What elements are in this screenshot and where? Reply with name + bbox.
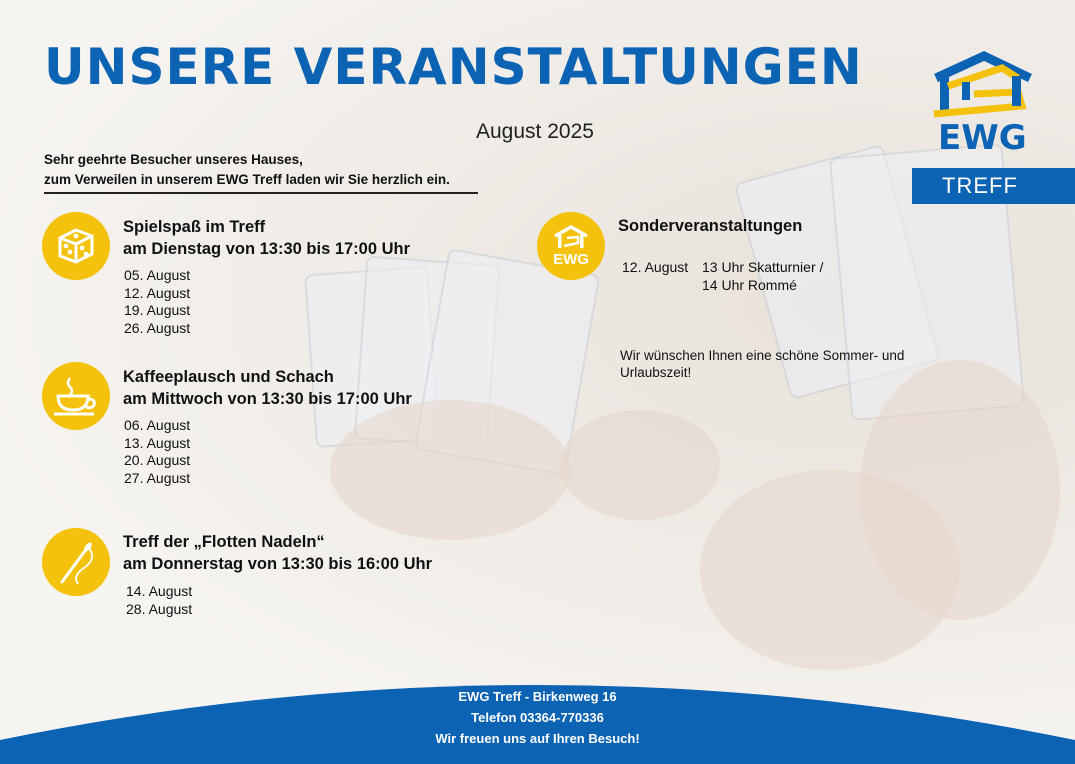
date-item: 12. August — [124, 284, 191, 301]
event-schedule: am Donnerstag von 13:30 bis 16:00 Uhr — [123, 555, 433, 573]
summer-wish-text: Wir wünschen Ihnen eine schöne Sommer- und Urlaubszeit! — [620, 348, 905, 380]
date-item: 05. August — [124, 267, 191, 283]
date-item: 06. August — [124, 417, 191, 433]
date-item: 20. August — [124, 452, 191, 468]
ewg-treff-logo — [912, 50, 1075, 205]
footer-lines — [0, 686, 1075, 749]
special-event-line-2: 14 Uhr Rommé — [702, 276, 797, 293]
house-icon — [912, 50, 1075, 120]
date-item: 26. August — [124, 319, 191, 336]
event-title: Kaffeeplausch und Schach — [123, 368, 334, 386]
event-dates — [126, 583, 192, 618]
footer-contact — [0, 670, 1075, 764]
event-spielspass — [123, 216, 410, 260]
special-event-details — [702, 259, 882, 294]
date-item: 14. August — [126, 583, 193, 599]
month-label: August 2025 — [476, 120, 594, 143]
event-dates — [124, 417, 190, 487]
page-title: UNSERE VERANSTALTUNGEN — [44, 38, 863, 96]
event-title: Treff der „Flotten Nadeln“ — [123, 533, 325, 551]
event-title: Spielspaß im Treff — [123, 218, 266, 236]
needle-icon — [42, 528, 110, 596]
date-item: 28. August — [126, 600, 193, 617]
event-dates — [124, 267, 190, 337]
event-flotten-nadeln — [123, 531, 432, 575]
event-schedule: am Dienstag von 13:30 bis 17:00 Uhr — [123, 240, 411, 258]
ewg-badge-icon — [537, 212, 605, 280]
footer-address: EWG Treff - Birkenweg 16 — [458, 689, 617, 704]
coffee-cup-icon — [42, 362, 110, 430]
greeting-underline — [44, 192, 478, 194]
logo-ewg-text: EWG — [938, 118, 1027, 158]
logo-treff-band: TREFF — [912, 168, 1075, 204]
dice-icon — [42, 212, 110, 280]
special-events-title: Sonderveranstaltungen — [618, 217, 803, 235]
date-item: 13. August — [124, 434, 191, 451]
ewg-badge-label: EWG — [553, 251, 589, 268]
event-schedule: am Mittwoch von 13:30 bis 17:00 Uhr — [123, 390, 412, 408]
event-kaffeeplausch — [123, 366, 412, 410]
greeting-line-1: Sehr geehrte Besucher unseres Hauses, — [44, 152, 303, 167]
date-item: 27. August — [124, 469, 191, 486]
greeting — [44, 150, 478, 194]
footer-invitation: Wir freuen uns auf Ihren Besuch! — [435, 731, 640, 746]
date-item: 19. August — [124, 302, 191, 318]
special-event-date: 12. August — [622, 259, 689, 275]
greeting-line-2: zum Verweilen in unserem EWG Treff laden wir Sie herzlich ein. — [44, 172, 450, 187]
special-event-line-1: 13 Uhr Skatturnier / — [702, 259, 824, 275]
footer-phone: Telefon 03364-770336 — [471, 710, 604, 725]
